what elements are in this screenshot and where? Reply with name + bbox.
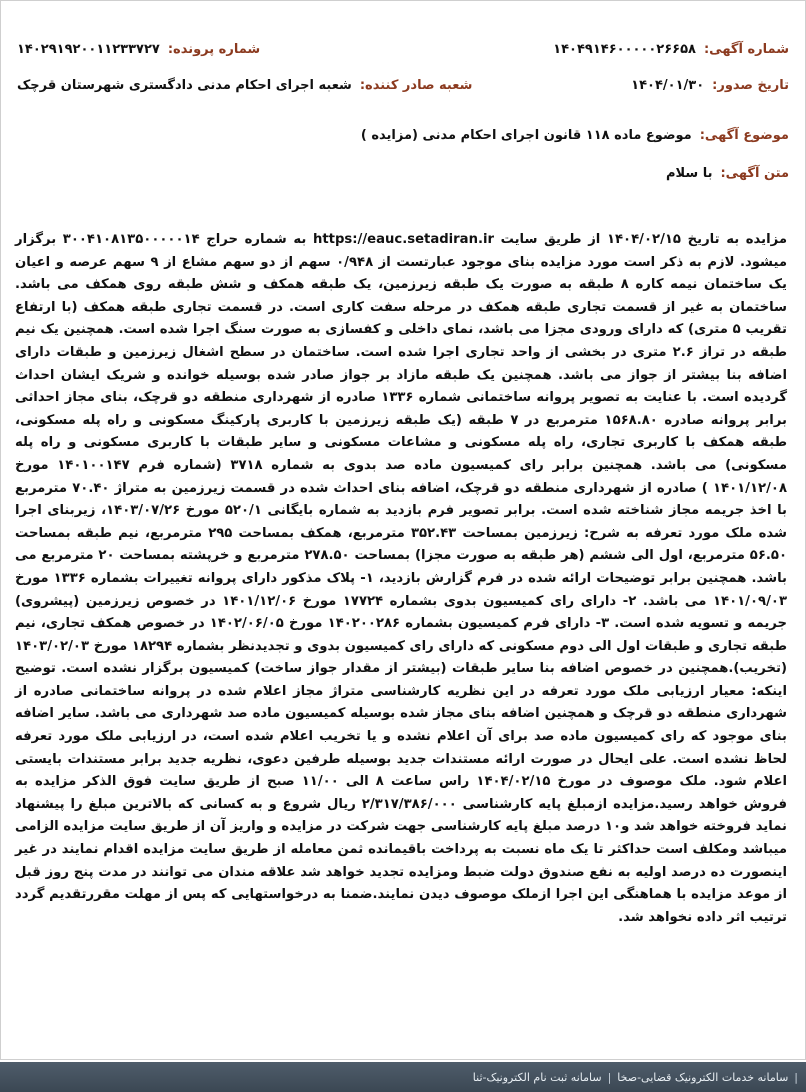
text-heading [666,166,789,181]
case-number-label: شماره پرونده: [167,41,261,57]
meta-row-subject [17,123,789,147]
footer-link-sana[interactable]: سامانه ثبت نام الکترونیک-ثنا [472,1070,602,1084]
notice-body: مزایده به تاریخ ۱۴۰۴/۰۲/۱۵ از طریق سایت https://eauc.setadiran.ir به شماره حراج ۳۰۰۴۱۰۸۱۳۵۰۰۰۰۰۱۴ برگزار میشود. لازم به ذکر است مورد مزایده بنای موجود عبارتست از ۰/۹۴۸ سهم از دو سهم مشاع از ۹ سهم عرصه و اعیان یک ساختمان نیمه کاره ۸ طبقه به صورت یک طبقه زیرزمین، یک طبقه همکف و شش طبقه روی همکف می باشد. ساختمان به غیر از قسمت تجاری طبقه همکف در مرحله سفت کاری است. در قسمت تجاری طبقه همکف (با ارتفاع تقریب ۵ متری) که دارای ورودی مجزا می باشد، نمای داخلی و کفسازی به صورت سنگ اجرا شده است. همچنین یک نیم طبقه در تراز ۲.۶ متری در بخشی از واحد تجاری اجرا شده است. ساختمان در سطح اشغال زیرزمین و طبقات دارای اضافه بنا بیشتر از جواز می باشد. همچنین یک طبقه مازاد بر جواز صادر شده بوسیله خوانده و شریک ایشان احداث گردیده است. با عنایت به تصویر پروانه ساختمانی شماره ۱۳۳۶ صادره از شهرداری منطقه دو قرچک، بنای مجاز احداثی برابر پروانه صادره ۱۵۶۸.۸۰ مترمربع در ۷ طبقه (یک طبقه زیرزمین با کاربری پارکینگ مسکونی و راه پله مسکونی، طبقه همکف با کاربری تجاری، راه پله مسکونی و مشاعات مسکونی و سایر طبقات با کاربری مسکونی و راه پله مسکونی) می باشد. همچنین برابر رای کمیسیون ماده صد بدوی به شماره ۳۷۱۸ (شماره فرم ۱۴۰۱۰۰۱۴۷ مورخ ۱۴۰۱/۱۲/۰۸ ) صادره از شهرداری منطقه دو قرچک، اضافه بنای احداث شده در قسمت زیرزمین به متراژ ۷۰.۴۰ مترمربع با اخذ جریمه مجاز شناخته شده است. برابر تصویر فرم بازدید به شماره بایگانی ۵۲۰/۱ مورخ ۱۴۰۳/۰۷/۲۶، زیربنای اجرا شده ملک مورد تعرفه به شرح: زیرزمین بمساحت ۳۵۲.۴۳ مترمربع، همکف بمساحت ۲۹۵ مترمربع، نیم طبقه بمساحت ۵۶.۵۰ مترمربع، اول الی ششم (هر طبقه به صورت مجزا) بمساحت ۲۷۸.۵۰ مترمربع و خرپشته بمساحت ۲۰ مترمربع می باشد. همچنین برابر توضیحات ارائه شده در فرم گزارش بازدید، ۱- پلاک مذکور دارای پروانه تغییرات بشماره ۱۳۳۶ مورخ ۱۴۰۱/۰۹/۰۳ می باشد. ۲- دارای رای کمیسیون بدوی بشماره ۱۷۷۲۴ مورخ ۱۴۰۱/۱۲/۰۶ در خصوص زیرزمین (پیشروی) جریمه و تسویه شده است. ۳- دارای فرم کمیسیون بشماره ۱۴۰۲۰۰۲۸۶ مورخ ۱۴۰۲/۰۶/۰۵ در خصوص همکف تجاری، نیم طبقه تجاری و طبقات اول الی دوم مسکونی که دارای رای کمیسیون بدوی و تجدیدنظر بشماره ۱۸۲۹۴ مورخ ۱۴۰۳/۰۲/۰۳ (تخریب).همچنین در خصوص اضافه بنا سایر طبقات (بیشتر از مقدار جواز ساخت) کمیسیون برگزار نشده است. توضیح اینکه: معیار ارزیابی ملک مورد تعرفه در این نظریه کارشناسی متراژ مجاز اعلام شده در پروانه ساختمانی صادره از شهرداری منطقه دو قرچک و همچنین اضافه بنای مجاز شده بوسیله کمیسیون ماده صد شهرداری می باشد. سایر اضافه بنای موجود که رای کمیسیون ماده صد برای آن اعلام نشده و یا تخریب اعلام شده است، در ارزیابی ملک مورد تعرفه لحاظ نشده است. علی ایحال در صورت ارائه مستندات جدید بوسیله طرفین دعوی، نظریه جدید برابر مستندات بایستی اعلام شود. ملک موصوف در مورخ ۱۴۰۴/۰۲/۱۵ راس ساعت ۸ الی ۱۱/۰۰ صبح از طریق سایت فوق الذکر مزایده به فروش خواهد رسید.مزایده ازمبلغ پایه کارشناسی ۲/۳۱۷/۳۸۶/۰۰۰ ریال شروع و به کسانی که بالاترین مبلغ را پیشنهاد نماید فروخته خواهد شد و۱۰ درصد مبلغ پایه کارشناسی جهت شرکت در مزایده و واریز آن از طریق سایت مزایده الزامی میباشد ومکلف است حداکثر تا یک ماه نسبت به پرداخت باقیمانده ثمن معامله از طریق سایت مزایده اقدام نمایند در غیر اینصورت ده درصد اولیه به نفع صندوق دولت ضبط ومزایده تجدید خواهد شد علاقه مندان می توانند در مدت پنج روز قبل از موعد مزایده با هماهنگی این اجرا ازملک موصوف دیدن نمایند.ضمنا به درخواستهایی که پس از مهلت مقررتقدیم گردد ترتیب اثر داده نخواهد شد. [15,232,788,925]
meta-row-issue [17,73,789,97]
issue-date-label: تاریخ صدور: [712,77,789,93]
text-label: متن آگهی: [720,165,789,181]
issue-date-value: ۱۴۰۴/۰۱/۳۰ [631,77,705,93]
issue-date [631,78,789,93]
text-greeting: با سلام [665,165,713,181]
case-number-value: ۱۴۰۲۹۱۹۲۰۰۱۱۲۳۳۷۲۷ [17,41,160,57]
subject-value: موضوع ماده ۱۱۸ قانون اجرای احکام مدنی (مزایده ) [360,127,692,143]
footer-separator-start: | [794,1070,798,1084]
issuer-value: شعبه اجرای احکام مدنی دادگستری شهرستان قرچک [17,77,352,93]
meta-row-text [17,161,789,185]
footer-separator: | [607,1070,612,1084]
footer-bar [0,1062,806,1092]
ad-number-label: شماره آگهی: [703,41,789,57]
subject-label: موضوع آگهی: [699,127,789,143]
ad-number [553,42,789,57]
case-number [17,42,260,57]
subject [361,128,789,143]
meta-row-numbers [17,37,789,61]
footer-link-sakha[interactable]: سامانه خدمات الکترونیک قضایی-صخا [617,1070,789,1084]
ad-number-value: ۱۴۰۴۹۱۴۶۰۰۰۰۰۲۶۶۵۸ [553,41,696,57]
issuer-label: شعبه صادر کننده: [359,77,473,93]
issuer [17,78,472,93]
